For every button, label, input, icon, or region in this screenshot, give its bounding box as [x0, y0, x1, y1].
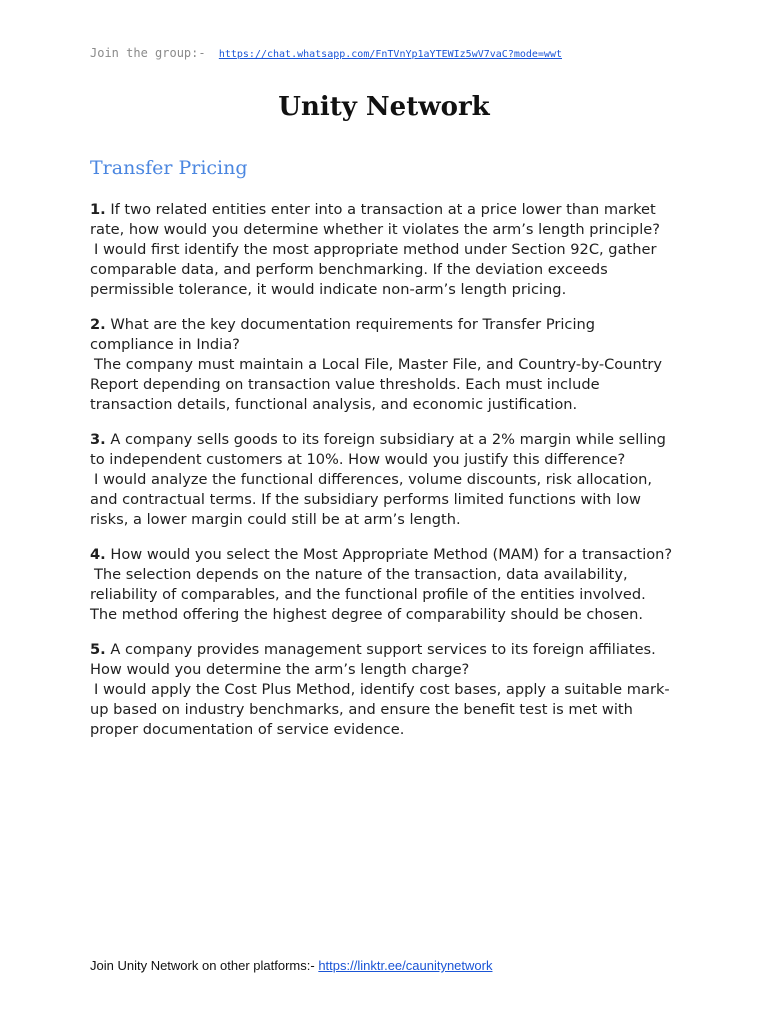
question-text	[90, 640, 675, 680]
question-number: 2.	[90, 316, 106, 333]
answer: The selection depends on the nature of the transaction, data availability, reliability of comparables, and the functional profile of the entities involved. The method offering the highest degree of comparability should be chosen.	[90, 566, 646, 623]
footer	[90, 958, 492, 973]
section-heading: Transfer Pricing	[90, 157, 248, 179]
question: A company provides management support services to its foreign affiliates. How would you determine the arm’s length charge?	[90, 641, 656, 678]
qa-item	[90, 640, 675, 740]
question-number: 4.	[90, 546, 106, 563]
qa-item	[90, 545, 675, 625]
qa-item	[90, 200, 675, 300]
linktree-link[interactable]: https://linktr.ee/caunitynetwork	[318, 958, 493, 973]
question-text	[90, 545, 675, 565]
qa-item	[90, 430, 675, 530]
question: How would you select the Most Appropriate Method (MAM) for a transaction?	[110, 546, 673, 563]
qa-list	[90, 200, 675, 755]
answer: I would analyze the functional differences, volume discounts, risk allocation, and contractual terms. If the subsidiary performs limited functions with low risks, a lower margin could still be at arm’s length.	[90, 471, 653, 528]
question-number: 5.	[90, 641, 106, 658]
question-text	[90, 430, 675, 470]
answer: I would apply the Cost Plus Method, identify cost bases, apply a suitable mark-up based on industry benchmarks, and ensure the benefit test is met with proper documentation of service evidence.	[90, 681, 670, 738]
question-number: 3.	[90, 431, 106, 448]
question: A company sells goods to its foreign subsidiary at a 2% margin while selling to independent customers at 10%. How would you justify this difference?	[90, 431, 666, 468]
answer: I would first identify the most appropriate method under Section 92C, gather comparable data, and perform benchmarking. If the deviation exceeds permissible tolerance, it would indicate non-arm’s length pricing.	[90, 241, 657, 298]
header-line	[90, 46, 562, 60]
page-title: Unity Network	[278, 92, 490, 122]
footer-prefix: Join Unity Network on other platforms:-	[90, 958, 315, 973]
question: If two related entities enter into a transaction at a price lower than market rate, how would you determine whether it violates the arm’s length principle?	[90, 201, 660, 238]
answer: The company must maintain a Local File, Master File, and Country-by-Country Report depending on transaction value thresholds. Each must include transaction details, functional analysis, and economic justification.	[90, 356, 663, 413]
question-number: 1.	[90, 201, 106, 218]
question-text	[90, 315, 675, 355]
header-prefix: Join the group:-	[90, 46, 206, 60]
qa-item	[90, 315, 675, 415]
whatsapp-group-link[interactable]: https://chat.whatsapp.com/FnTVnYp1aYTEWIz5wV7vaC?mode=wwt	[218, 49, 562, 60]
question: What are the key documentation requirements for Transfer Pricing compliance in India?	[90, 316, 596, 353]
question-text	[90, 200, 675, 240]
